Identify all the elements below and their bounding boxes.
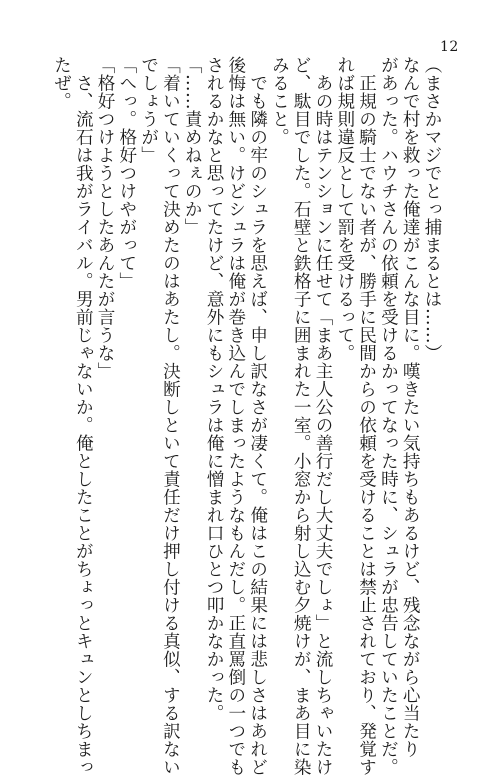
text-line: でも隣の牢のシュラを思えば、申し訳なさが凄くて。俺はこの結果には悲しさはあれど — [247, 56, 268, 776]
text-line: たぜ。 — [51, 56, 72, 110]
text-line: 後悔は無い。けどシュラは俺が巻き込んでしまったようなもんだし。正直罵倒の一つでも — [225, 56, 246, 776]
text-line: 「……責めねぇのか」 — [182, 56, 203, 236]
text-line: ど、駄目でした。石壁と鉄格子に囲まれた一室。小窓から射し込む夕焼けが、まあ目に染 — [291, 56, 312, 776]
text-line: （まさかマジでとっ捕まるとは……） — [422, 56, 442, 362]
text-line: されるかなと思ってたけど、意外にもシュラは俺に憎まれ口ひとつ叩かなかった。 — [204, 56, 225, 722]
text-line: あの時はテンションに任せて「まあ主人公の善行だし大丈夫でしょ」と流しちゃいたけ — [313, 56, 334, 776]
text-line: 「着いていくって決めたのはあたし。決断しといて責任だけ押し付ける真似、する訳ない — [160, 56, 181, 776]
page-number: 12 — [440, 39, 459, 55]
text-line: 正規の騎士でない者が、勝手に民間からの依頼を受けることは禁止されており、発覚す — [356, 56, 377, 776]
text-line: 「へっ。格好つけやがって」 — [116, 56, 137, 290]
text-line: なんで村を救った俺達がこんな目に。嘆きたい気持ちもあるけど、残念ながら心当たり — [400, 56, 421, 758]
text-line: れば規則違反として罰を受けるって。 — [334, 56, 355, 362]
body-text — [50, 56, 442, 776]
text-line: さ、流石は我がライバル。男前じゃないか。俺としたことがちょっとキュンとしちまっ — [73, 56, 94, 776]
text-line: みること。 — [269, 56, 290, 146]
text-line: でしょうが」 — [138, 56, 159, 164]
text-line: があった。ハウチさんの依頼を受けるかってなった時に、シュラが忠告していたことだ。 — [378, 56, 399, 776]
text-line: 「格好つけようとしたあんたが言うな」 — [95, 56, 116, 380]
